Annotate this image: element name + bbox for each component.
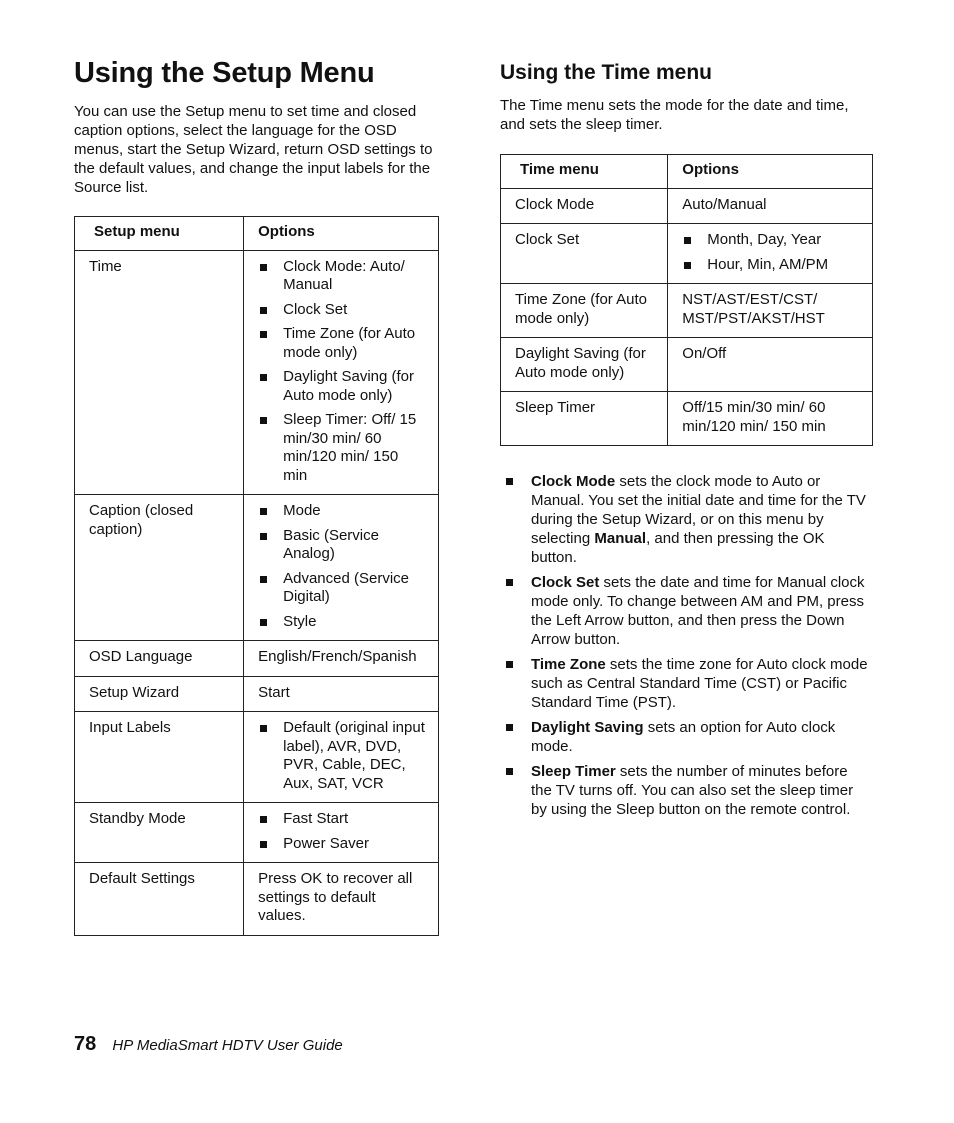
bullet-text: , and then pressing the OK button. <box>531 530 825 566</box>
table-row <box>501 188 873 224</box>
option-text: Basic (Service Analog) <box>283 526 379 562</box>
menu-item-name: Time Zone (for Auto mode only) <box>501 284 668 338</box>
list-item <box>258 719 426 793</box>
option-text: Clock Mode: Auto/ Manual <box>283 257 405 293</box>
list-item <box>258 411 426 485</box>
menu-item-options: English/French/Spanish <box>244 641 439 677</box>
option-list <box>682 231 860 274</box>
menu-item-options: NST/AST/EST/CST/ MST/PST/AKST/HST <box>668 284 873 338</box>
list-item <box>258 368 426 405</box>
menu-item-name: Standby Mode <box>75 803 244 863</box>
option-text: Hour, Min, AM/PM <box>707 255 829 273</box>
option-text: Advanced (Service Digital) <box>283 569 410 605</box>
option-text: Time Zone (for Auto mode only) <box>283 325 416 361</box>
menu-item-name: Daylight Saving (for Auto mode only) <box>501 338 668 392</box>
option-text: Fast Start <box>283 810 349 827</box>
list-item <box>506 573 872 649</box>
column-header: Setup menu <box>75 217 244 251</box>
bullet-term: Manual <box>594 530 647 547</box>
bullet-text: sets the number of minutes before the TV turns off. You can also set the sleep timer by using the Sleep button on the remote control. <box>531 763 854 818</box>
table-row <box>75 712 439 803</box>
table-row <box>75 676 439 712</box>
bullet-square-icon <box>684 237 691 244</box>
menu-item-name: Setup Wizard <box>75 676 244 712</box>
setup-intro: You can use the Setup menu to set time and closed caption options, select the language for the OSD menus, start the Setup Wizard, return OSD settings to the default values, and change the input labels for the Source list. <box>74 103 433 196</box>
bullet-square-icon <box>260 576 267 583</box>
bullet-square-icon <box>260 374 267 381</box>
bullet-square-icon <box>260 264 267 271</box>
menu-item-name: Caption (closed caption) <box>75 495 244 641</box>
menu-item-name: Time <box>75 250 244 495</box>
column-header: Options <box>244 217 439 251</box>
menu-item-name: Clock Mode <box>501 188 668 224</box>
bullet-square-icon <box>260 417 267 424</box>
option-text: Default (original input label), AVR, DVD, PVR, Cable, DEC, Aux, SAT, VCR <box>283 719 425 792</box>
menu-item-options <box>244 495 439 641</box>
table-row <box>501 338 873 392</box>
menu-item-options: Off/15 min/30 min/ 60 min/120 min/ 150 min <box>668 392 873 446</box>
bullet-square-icon <box>260 725 267 732</box>
bullet-term: Daylight Saving <box>531 719 644 736</box>
bullet-square-icon <box>506 661 513 668</box>
setup-menu-table <box>74 216 439 936</box>
bullet-term: Clock Mode <box>531 473 616 490</box>
table-row <box>501 224 873 284</box>
page-number: 78 <box>74 1033 97 1055</box>
option-list <box>258 719 426 793</box>
bullet-text: sets the clock mode to Auto or Manual. You set the initial date and time for the TV during the Setup Wizard, or on this menu by selecting <box>531 473 866 547</box>
menu-item-options: On/Off <box>668 338 873 392</box>
list-item <box>258 835 426 854</box>
table-row <box>75 641 439 677</box>
option-list <box>258 810 426 853</box>
menu-item-name: Sleep Timer <box>501 392 668 446</box>
table-row <box>75 803 439 863</box>
list-item <box>506 472 872 567</box>
guide-title: HP MediaSmart HDTV User Guide <box>112 1037 343 1054</box>
menu-item-name: Clock Set <box>501 224 668 284</box>
table-row <box>75 863 439 936</box>
table-row <box>501 284 873 338</box>
column-header: Options <box>668 155 873 189</box>
list-item <box>258 301 426 320</box>
section-title: Using the Time menu <box>500 61 712 84</box>
page-footer <box>74 1033 343 1056</box>
menu-item-options <box>244 712 439 803</box>
bullet-square-icon <box>506 478 513 485</box>
bullet-term: Clock Set <box>531 574 600 591</box>
option-text: Sleep Timer: Off/ 15 min/30 min/ 60 min/120 min/ 150 min <box>283 411 417 484</box>
bullet-square-icon <box>260 619 267 626</box>
bullet-term: Time Zone <box>531 656 606 673</box>
list-item <box>506 718 872 756</box>
list-item <box>258 258 426 295</box>
list-item <box>682 231 860 250</box>
menu-item-options: Start <box>244 676 439 712</box>
option-list <box>258 258 426 486</box>
option-text: Daylight Saving (for Auto mode only) <box>283 368 415 404</box>
option-list <box>258 502 426 631</box>
setup-table-body <box>75 250 439 935</box>
list-item <box>258 570 426 607</box>
list-item <box>506 762 872 819</box>
option-text: Clock Set <box>283 300 348 318</box>
bullet-square-icon <box>260 533 267 540</box>
bullet-square-icon <box>506 724 513 731</box>
bullet-square-icon <box>260 307 267 314</box>
menu-item-name: OSD Language <box>75 641 244 677</box>
time-menu-table <box>500 154 873 446</box>
option-text: Month, Day, Year <box>707 231 822 248</box>
menu-item-name: Input Labels <box>75 712 244 803</box>
time-intro: The Time menu sets the mode for the date and time, and sets the sleep timer. <box>500 97 849 133</box>
list-item <box>258 502 426 521</box>
list-item <box>258 613 426 632</box>
time-option-descriptions <box>506 472 872 825</box>
list-item <box>258 810 426 829</box>
bullet-text: sets the time zone for Auto clock mode such as Central Standard Time (CST) or Pacific Standard Time (PST). <box>531 656 868 711</box>
bullet-square-icon <box>684 262 691 269</box>
bullet-square-icon <box>506 579 513 586</box>
bullet-square-icon <box>260 331 267 338</box>
menu-item-name: Default Settings <box>75 863 244 936</box>
bullet-square-icon <box>506 768 513 775</box>
menu-item-options <box>244 250 439 495</box>
page-title: Using the Setup Menu <box>74 57 375 89</box>
option-text: Power Saver <box>283 834 369 852</box>
table-row <box>75 250 439 495</box>
time-table-body <box>501 188 873 446</box>
menu-item-options: Auto/Manual <box>668 188 873 224</box>
list-item <box>258 325 426 362</box>
bullet-square-icon <box>260 508 267 515</box>
menu-item-options: Press OK to recover all settings to default values. <box>244 863 439 936</box>
bullet-text: sets the date and time for Manual clock mode only. To change between AM and PM, press the Left Arrow button, and then press the Down Arrow button. <box>531 574 865 648</box>
bullet-term: Sleep Timer <box>531 763 616 780</box>
list-item <box>506 655 872 712</box>
option-text: Style <box>283 612 317 630</box>
table-row <box>501 392 873 446</box>
list-item <box>682 256 860 275</box>
list-item <box>258 527 426 564</box>
bullet-square-icon <box>260 841 267 848</box>
bullet-text: sets an option for Auto clock mode. <box>531 719 836 755</box>
menu-item-options <box>668 224 873 284</box>
option-text: Mode <box>283 502 321 519</box>
bullet-square-icon <box>260 816 267 823</box>
column-header: Time menu <box>501 155 668 189</box>
table-row <box>75 495 439 641</box>
menu-item-options <box>244 803 439 863</box>
